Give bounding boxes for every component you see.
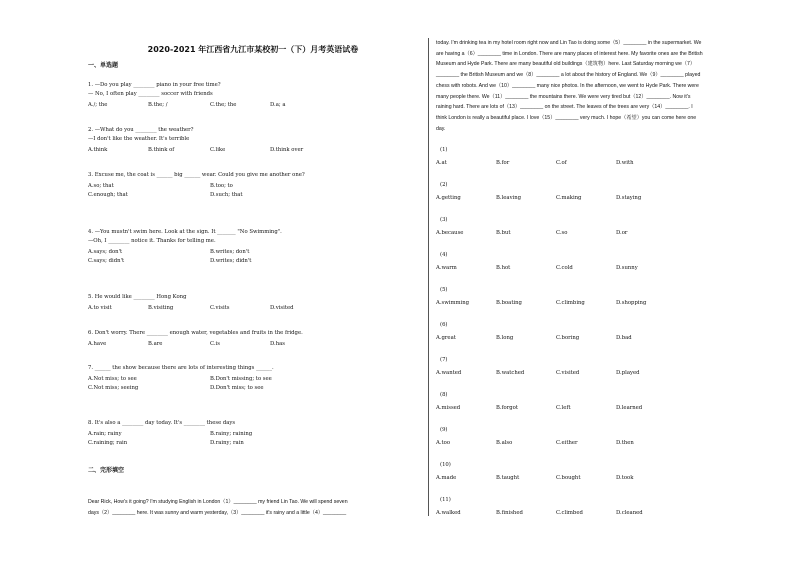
passage-line: days（2）________ here. It was sunny and warm yesterday,（3）________ it's rainy and a little（4）________ — [88, 510, 347, 516]
cloze-option[interactable]: B.finished — [496, 510, 523, 516]
section-single-choice-heading: 一、单选题 — [88, 62, 119, 69]
answer-option[interactable]: D.rainy; rain — [210, 440, 244, 446]
passage-left — [88, 497, 418, 519]
answer-option[interactable]: A./; the — [88, 102, 108, 108]
cloze-option[interactable]: D.shopping — [616, 300, 647, 306]
cloze-option[interactable]: D.learned — [616, 405, 643, 411]
cloze-option[interactable]: C.so — [556, 230, 568, 236]
cloze-option[interactable]: C.either — [556, 440, 578, 446]
answer-option[interactable]: D.visited — [270, 305, 294, 311]
cloze-number: (4) — [440, 252, 448, 258]
cloze-option[interactable]: B.long — [496, 335, 514, 341]
passage-line: Museum and Hyde Park. There are many beautiful old buildings（建筑物）here. Last Saturday morning we（7） — [436, 61, 696, 68]
answer-option[interactable]: A.Not miss; to see — [88, 376, 137, 382]
answer-option[interactable]: B.writes; don't — [210, 249, 250, 255]
answer-option[interactable]: B.too; to — [210, 183, 233, 189]
answer-option[interactable]: D.writes; didn't — [210, 258, 252, 264]
section-cloze-heading: 二、完形填空 — [88, 467, 125, 474]
cloze-option[interactable]: C.making — [556, 195, 582, 201]
cloze-number: (7) — [440, 357, 448, 363]
answer-option[interactable]: A.rain; rainy — [88, 431, 122, 437]
column-divider — [428, 38, 429, 516]
passage-line: chess with robots. And we（10）________ many nice photos. In the afternoon, we went to Hyde Park. There were — [436, 82, 699, 89]
passage-line: ________ the British Museum and we（8）________ a lot about the history of England. We（9）________ played — [436, 72, 701, 79]
cloze-option[interactable]: D.then — [616, 440, 634, 446]
answer-option[interactable]: C.like — [210, 147, 226, 153]
answer-option[interactable]: B.visiting — [148, 305, 174, 311]
answer-option[interactable]: B.are — [148, 341, 163, 347]
cloze-option[interactable]: C.climbing — [556, 300, 585, 306]
answer-option[interactable]: C.says; didn't — [88, 258, 125, 264]
question-text: 7. ______ the show because there are lots of interesting things ______. — [88, 365, 274, 371]
passage-right — [436, 38, 772, 134]
cloze-option[interactable]: B.forgot — [496, 405, 518, 411]
cloze-option[interactable]: D.cleaned — [616, 510, 643, 516]
question-text: —I don't like the weather. It's terrible — [88, 136, 190, 142]
cloze-option[interactable]: A.too — [436, 440, 451, 446]
cloze-option[interactable]: B.also — [496, 440, 513, 446]
cloze-number: (2) — [440, 182, 448, 188]
cloze-number: (6) — [440, 322, 448, 328]
answer-option[interactable]: C.Not miss; seeing — [88, 385, 139, 391]
cloze-option[interactable]: C.visited — [556, 370, 580, 376]
cloze-number: (8) — [440, 392, 448, 398]
answer-option[interactable]: A.have — [88, 341, 107, 347]
cloze-option[interactable]: A.getting — [436, 195, 461, 201]
answer-option[interactable]: B.the; / — [148, 102, 168, 108]
cloze-number: (3) — [440, 217, 448, 223]
question-text: 4. —You mustn't swim here. Look at the sign. It _______ "No Swimming". — [88, 229, 282, 235]
cloze-option[interactable]: B.leaving — [496, 195, 522, 201]
answer-option[interactable]: C.is — [210, 341, 220, 347]
passage-line: Dear Rick, How's it going? I'm studying English in London（1）________ my friend Lin Tao. We will spend seven — [88, 499, 348, 505]
passage-line: are having a（6）________ time in London. There are many places of interest here. My favorite ones are the British — [436, 50, 703, 57]
cloze-option[interactable]: A.warm — [436, 265, 457, 271]
cloze-option[interactable]: D.sunny — [616, 265, 638, 271]
passage-line: many people there. We（11）________ the mountains there. We were very tired but（12）________. Now it's — [436, 93, 691, 100]
cloze-option[interactable]: C.climbed — [556, 510, 583, 516]
cloze-option[interactable]: C.of — [556, 160, 567, 166]
answer-option[interactable]: B.rainy; raining — [210, 431, 253, 437]
cloze-option[interactable]: A.made — [436, 475, 457, 481]
passage-line: think London is really a beautiful place. I love（15）________ very much. I hope（希望）you can come here one — [436, 114, 697, 121]
answer-option[interactable]: D.has — [270, 341, 286, 347]
answer-option[interactable]: D.think over — [270, 147, 304, 153]
cloze-option[interactable]: B.watched — [496, 370, 525, 376]
question-text: 3. Excuse me, the coat is ______ big ______ wear. Could you give me another one? — [88, 172, 305, 178]
answer-option[interactable]: C.the; the — [210, 102, 237, 108]
answer-option[interactable]: C.visits — [210, 305, 230, 311]
answer-option[interactable]: C.raining; rain — [88, 440, 128, 446]
cloze-option[interactable]: D.played — [616, 370, 640, 376]
answer-option[interactable]: B.Don't missing; to see — [210, 376, 272, 382]
cloze-number: (11) — [440, 497, 451, 503]
cloze-option[interactable]: A.walked — [436, 510, 461, 516]
cloze-option[interactable]: A.at — [436, 160, 447, 166]
cloze-number: (9) — [440, 427, 448, 433]
cloze-option[interactable]: B.hot — [496, 265, 511, 271]
cloze-option[interactable]: C.left — [556, 405, 571, 411]
cloze-option[interactable]: A.swimming — [436, 300, 469, 306]
cloze-option[interactable]: D.took — [616, 475, 634, 481]
passage-line: day. — [436, 125, 446, 132]
question-text: 1. —Do you play ________ piano in your free time? — [88, 82, 221, 88]
answer-option[interactable]: D.such; that — [210, 192, 243, 198]
answer-option[interactable]: A.to visit — [88, 305, 112, 311]
answer-option[interactable]: A.says; don't — [88, 249, 123, 255]
cloze-number: (1) — [440, 147, 448, 153]
cloze-option[interactable]: D.bad — [616, 335, 632, 341]
answer-option[interactable]: D.Don't miss; to see — [210, 385, 264, 391]
cloze-option[interactable]: D.with — [616, 160, 634, 166]
answer-option[interactable]: A.think — [88, 147, 108, 153]
cloze-option[interactable]: B.for — [496, 160, 510, 166]
cloze-option[interactable]: B.taught — [496, 475, 520, 481]
cloze-number: (10) — [440, 462, 451, 468]
question-text: — No, I often play ________ soccer with friends — [88, 91, 213, 97]
answer-option[interactable]: B.think of — [148, 147, 175, 153]
question-text: —Oh, I ________ notice it. Thanks for telling me. — [88, 238, 216, 244]
answer-option[interactable]: C.enough; that — [88, 192, 128, 198]
cloze-option[interactable]: C.bought — [556, 475, 581, 481]
cloze-option[interactable]: A.missed — [436, 405, 461, 411]
passage-line: raining hard. There are lots of（13）________ on the street. The leaves of the trees are very（14）________. I — [436, 104, 693, 111]
cloze-option[interactable]: A.because — [436, 230, 464, 236]
cloze-option[interactable]: D.staying — [616, 195, 642, 201]
question-text: 8. It's also a ________ day today. It's ________ these days — [88, 420, 236, 426]
cloze-option[interactable]: A.great — [436, 335, 456, 341]
passage-line: today. I'm drinking tea in my hotel room right now and Lin Tao is doing some（5）________ in the supermarket. We — [436, 40, 702, 46]
cloze-option[interactable]: C.cold — [556, 265, 573, 271]
answer-option[interactable]: A.so; that — [88, 183, 114, 189]
cloze-option[interactable]: B.boating — [496, 300, 522, 306]
cloze-option[interactable]: B.but — [496, 230, 511, 236]
cloze-option[interactable]: C.boring — [556, 335, 580, 341]
cloze-number: (5) — [440, 287, 448, 293]
cloze-option[interactable]: A.wanted — [436, 370, 462, 376]
cloze-option[interactable]: D.or — [616, 230, 628, 236]
question-text: 5. He would like ________ Hong Kong — [88, 294, 187, 300]
answer-option[interactable]: D.a; a — [270, 102, 286, 108]
question-text: 2. —What do you ________ the weather? — [88, 127, 194, 133]
question-text: 6. Don't worry. There ________ enough water, vegetables and fruits in the fridge. — [88, 330, 303, 336]
exam-title: 2020-2021 年江西省九江市某校初一（下）月考英语试卷 — [147, 45, 359, 54]
